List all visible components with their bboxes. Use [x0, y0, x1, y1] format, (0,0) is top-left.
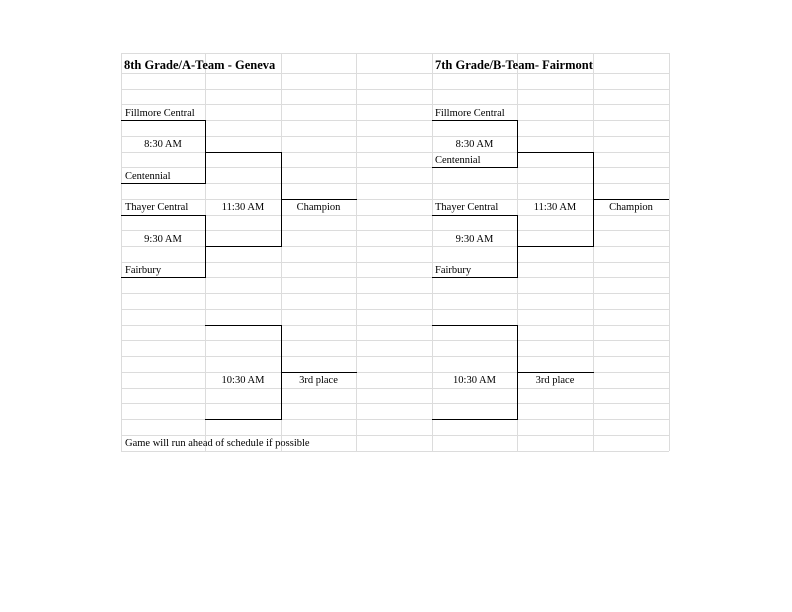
bracket-line	[517, 152, 594, 153]
grid-line	[121, 53, 669, 54]
third-place-label: 3rd place	[299, 375, 338, 386]
grid-line	[121, 309, 669, 310]
grid-line	[669, 53, 670, 451]
team-label: Fillmore Central	[125, 108, 195, 119]
game-time: 10:30 AM	[221, 375, 265, 386]
grid-line	[121, 262, 669, 263]
team-label: Fairbury	[125, 265, 162, 276]
team-label: Centennial	[435, 155, 481, 166]
team-label: Centennial	[125, 171, 171, 182]
bracket-line	[432, 419, 518, 420]
bracket-line	[517, 120, 518, 168]
grid-line	[121, 325, 669, 326]
bracket-line	[432, 215, 518, 216]
game-time: 11:30 AM	[221, 202, 265, 213]
game-time: 11:30 AM	[533, 202, 577, 213]
bracket-title-left: 8th Grade/A-Team - Geneva	[124, 58, 276, 72]
game-time: 8:30 AM	[144, 139, 182, 150]
grid-line	[121, 104, 669, 105]
game-time: 8:30 AM	[455, 139, 494, 150]
grid-line	[121, 73, 669, 74]
bracket-line	[121, 215, 206, 216]
grid-line	[121, 419, 669, 420]
grid-line	[121, 230, 669, 231]
grid-line	[356, 53, 357, 451]
game-time: 10:30 AM	[453, 375, 496, 386]
team-label: Fairbury	[435, 265, 472, 276]
schedule-note: Game will run ahead of schedule if possible	[125, 438, 310, 449]
bracket-line	[205, 325, 282, 326]
team-label: Thayer Central	[435, 202, 499, 213]
bracket-title-right: 7th Grade/B-Team- Fairmont	[435, 58, 593, 72]
third-place-label: 3rd place	[535, 375, 575, 386]
bracket-line	[517, 246, 594, 247]
bracket-line	[432, 325, 518, 326]
grid-line	[121, 451, 669, 452]
grid-line	[121, 53, 122, 451]
grid-line	[121, 403, 669, 404]
grid-line	[121, 89, 669, 90]
grid-line	[121, 388, 669, 389]
team-label: Fillmore Central	[435, 108, 505, 119]
grid-line	[121, 356, 669, 357]
bracket-line	[205, 419, 282, 420]
grid-line	[121, 340, 669, 341]
game-time: 9:30 AM	[455, 234, 494, 245]
bracket-line	[205, 152, 282, 153]
grid-line	[121, 293, 669, 294]
grid-line	[432, 53, 433, 451]
champion-label: Champion	[296, 202, 341, 213]
grid-line	[593, 53, 594, 451]
team-label: Thayer Central	[125, 202, 189, 213]
bracket-line	[205, 246, 282, 247]
champion-label: Champion	[609, 202, 653, 213]
game-time: 9:30 AM	[144, 234, 182, 245]
grid-line	[121, 167, 669, 168]
